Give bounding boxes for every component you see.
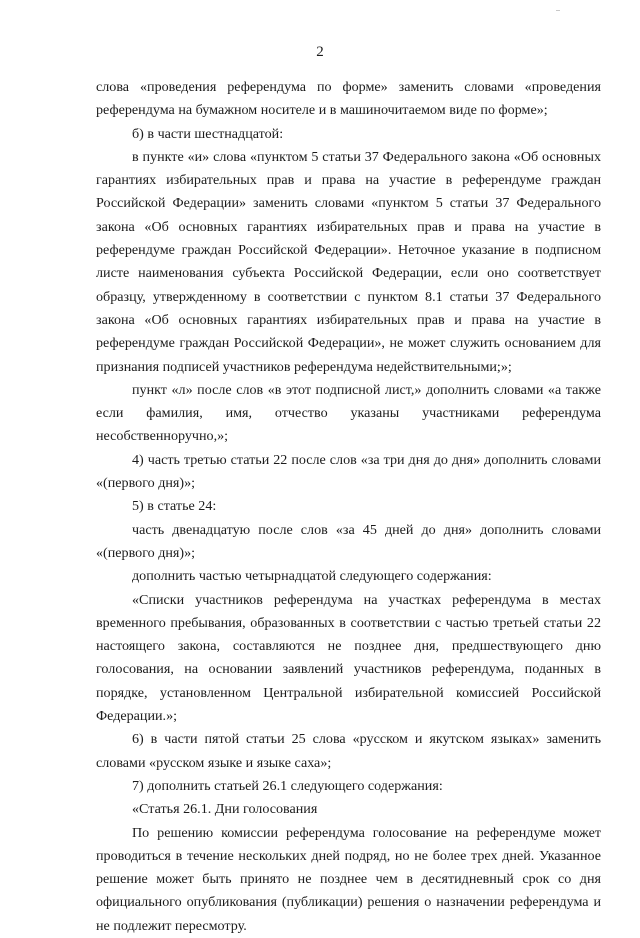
paragraph-quoted-lists: «Списки участников референдума на участках референдума в местах временного пребывания, образованных в соответствии с частью третьей статьи 22 настоящего закона, составляются не позднее дня, предшествующего дню голосования, на основании заявлений участников референдума, поданных в порядке, установленном Центральной избирательной комиссией Российской Федерации.»;	[96, 591, 601, 725]
paragraph-item-5: 5) в статье 24:	[132, 498, 217, 515]
paragraph-subitem-b: б) в части шестнадцатой:	[132, 125, 284, 142]
article-heading-26-1: «Статья 26.1. Дни голосования	[132, 801, 318, 818]
paragraph-voting-days: По решению комиссии референдума голосование на референдуме может проводиться в течение нескольких дней подряд, но не более трех дней. Указанное решение может быть принято не позднее чем в десятидневный срок со дня официального опубликования (публикации) решения о назначении референдума и не подлежит пересмотру.	[96, 824, 601, 934]
paragraph-item-7: 7) дополнить статьей 26.1 следующего содержания:	[132, 777, 443, 794]
paragraph-point-i: в пункте «и» слова «пунктом 5 статьи 37 Федерального закона «Об основных гарантиях избирательных прав и права на участие в референдуме граждан Российской Федерации» заменить словами «пунктом 5 статьи 37 Федерального закона «Об основных гарантиях избирательных прав и права на участие в референдуме граждан Российской Федерации». Неточное указание в подписном листе наименования субъекта Российской Федерации, если оно соответствует образцу, утвержденному в соответствии с пунктом 8.1 статьи 37 Федерального закона «Об основных гарантиях избирательных прав и права на участие в референдуме граждан Российской Федерации», не может служить основанием для признания подписей участников референдума недействительными;»;	[96, 148, 601, 375]
paragraph-item-4: 4) часть третью статьи 22 после слов «за три дня до дня» дополнить словами «(первого дня)»;	[96, 451, 601, 492]
paragraph-add-part-14: дополнить частью четырнадцатой следующего содержания:	[132, 568, 492, 585]
paragraph-continuation: слова «проведения референдума по форме» заменить словами «проведения референдума на бумажном носителе и в машиночитаемом виде по форме»;	[96, 79, 601, 119]
paragraph-item-6: 6) в части пятой статьи 25 слова «русском и якутском языках» заменить словами «русском языке и языке саха»;	[96, 731, 601, 771]
page-number: 2	[316, 44, 324, 60]
paragraph-point-l: пункт «л» после слов «в этот подписной лист,» дополнить словами «а также если фамилия, имя, отчество указаны участниками референдума несобственноручно,»;	[96, 381, 601, 445]
paragraph-part-12: часть двенадцатую после слов «за 45 дней до дня» дополнить словами «(первого дня)»;	[96, 521, 601, 561]
scan-artifact	[556, 10, 560, 11]
document-body	[96, 76, 601, 938]
